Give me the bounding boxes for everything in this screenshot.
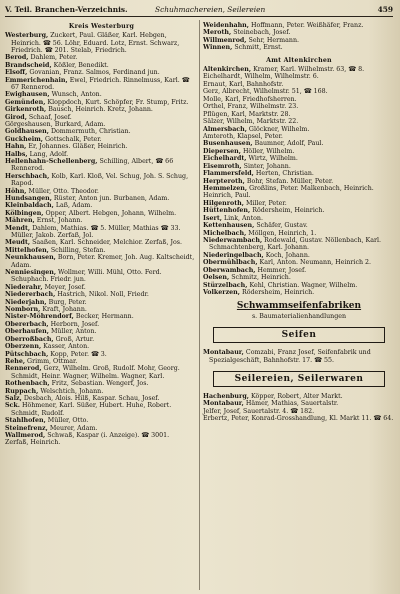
entry-text: Baumner, Adolf, Paul. [254,140,324,148]
directory-entry [203,88,395,95]
directory-entry [203,185,395,192]
directory-entry [5,313,198,320]
place-name: Höhn, [5,187,27,195]
directory-entry [203,274,395,281]
directory-entry [203,230,395,237]
entry-list [203,22,395,52]
directory-entry [5,380,198,387]
entry-text: Kopp, Peter. ☎ 3. [50,350,107,358]
entry-list [203,349,395,364]
place-name: Halbs, [5,150,28,158]
directory-entry [5,106,198,113]
entry-text: Dahlem, Mathias. ☎ 5. Müller, Mathias ☎ 33. Müller, Jakob. Zerfaß, Jol. [11,224,181,239]
entry-text: Hämer, Mathias, Sauertalstr. [245,400,339,408]
directory-entry [203,148,395,155]
place-name: Oberzenn, [5,343,42,351]
directory-entry [203,393,395,400]
place-name: Oberroßbach, [5,335,54,343]
directory-entry [5,395,198,402]
entry-text: Gottschalk, Peter. [45,135,102,143]
place-name: Oberhaufen, [5,328,49,336]
place-name: Winnen, [203,44,233,52]
directory-entry [5,173,198,188]
place-name: Guckheim, [5,135,43,143]
entry-text: Burg, Peter. [48,298,87,306]
place-name: Hundsangen, [5,194,52,202]
place-name: Nenniesingen, [5,268,57,276]
directory-entry [203,282,395,289]
place-name: Volkerzen, [203,288,240,296]
place-name: Montabaur, [203,400,244,408]
directory-entry [203,178,395,185]
directory-entry [5,321,198,328]
place-name: Ewighausen, [5,91,50,99]
entry-text: Schwaß, Kaspar (i. Anzeige). ☎ 3001. [47,432,170,439]
entry-text: Groß, Artur. [55,335,95,343]
place-name: Rothenbach, [5,380,50,388]
entry-text: Rodewald, Gustav. Nöllenbach, Karl. Schmachtenberg, Karl. Johann. [209,237,382,252]
directory-entry [5,62,198,69]
place-name: Busenhausen, [203,140,253,148]
entry-text: Kasser, Anton. [43,343,90,351]
directory-entry [203,170,395,177]
entry-text: Wollmer, Willi. Mühl, Otto. Ferd. Schuphach. Friedr. jun. [11,268,162,284]
place-name: Pütschbach, [5,350,49,358]
place-name: Niederwambach, [203,237,263,245]
place-name: Hellenhahn-Schellenberg, [5,158,98,166]
entry-text: Eichelhardt, Wilhelm, Wilhelmstr. 6. [203,73,319,81]
category-crossref: s. Baumaterialienhandlungen [251,313,347,321]
place-name: Ruppach, [5,387,39,395]
entry-text: Dommermuth, Christian. [50,128,131,136]
entry-text: Zuckert, Paul. Gläßer, Karl. Hebgen, Heinrich. ☎ 56. Löhr, Eduard. Lotz, Ernst. Schwarz, Friedrich. ☎ 201. Stelab, Friedrich. [11,32,180,54]
directory-entry [203,415,395,422]
place-name: Kölbingen, [5,209,44,217]
directory-entry [203,66,395,73]
entry-text: Sehr, Hermann. [248,36,299,44]
directory-entry [5,188,198,195]
place-name: Michelbach, [203,229,247,237]
place-name: Niederahr, [5,283,43,291]
directory-entry [5,143,198,150]
place-name: Obermühlbach, [203,259,258,267]
entry-text: Möllgen, Heinrich, 1. [248,229,317,237]
place-name: Niedererbach, [5,291,56,299]
directory-entry [5,336,198,343]
directory-entry [5,32,198,54]
directory-entry [5,439,198,446]
place-name: Salz, [5,395,22,402]
place-name: Eichelhardt, [203,155,247,163]
entry-text: Govanian, Franz. Salmos, Ferdinand jun. [29,69,160,77]
header-topic: Schuhmachereien, Seilereien [155,5,266,14]
directory-entry [5,54,198,61]
place-name: Rennerod, [5,365,42,373]
place-name: Mähren, [5,217,35,225]
entry-text: Sälzer, Wilhelm, Marktstr. 22. [203,118,299,126]
entry-text: Lang, Adolf. [29,150,69,158]
entry-text: Rüster, Anton jun. Burbanen, Adam. [53,194,170,202]
place-name: Girkenroth, [5,106,47,114]
place-name: Obererbach, [5,320,49,328]
directory-entry [5,425,198,432]
place-name: Eisemroth, [203,162,242,170]
directory-entry [203,289,395,296]
entry-text: Hastrich, Nikol. Noll, Friedr. [57,291,149,299]
place-name: Emmerichenhain, [5,76,68,84]
entry-text: Wunsch, Anton. [51,91,102,99]
entry-text: Höller, Wilhelm. [242,147,295,155]
place-name: Elsoff, [5,69,28,77]
directory-entry [5,136,198,143]
directory-entry [5,217,198,224]
section-heading: Kreis Westerburg [68,23,135,30]
directory-entry [203,252,395,259]
directory-entry [203,133,395,140]
entry-text: Comzabi, Franz Josef, Seifenfabrik und Spezialgeschäft, Bahnhofstr. 17. ☎ 55. [209,349,371,364]
directory-entry [5,269,198,284]
entry-text: Desbach, Alois. Hilß, Kaspar. Schau, Josef. [23,395,160,402]
entry-text: Schmitz, Heinrich. [231,274,291,282]
place-name: Hahn, [5,143,27,151]
directory-entry [203,222,395,229]
entry-text: Herborn, Josef. [50,320,100,328]
entry-text: Molle, Karl, Friedhofsherren. [203,95,297,103]
right-column [203,22,395,423]
place-name: Oelsen, [203,274,230,282]
place-name: Rehe, [5,358,26,365]
entry-text: Hoffmann, Peter. Weißhäfer, Franz. [250,22,364,29]
directory-entry [5,343,198,350]
entry-list [5,32,198,446]
directory-entry [5,77,198,92]
directory-entry [203,118,395,125]
directory-entry [203,126,395,133]
entry-list [203,393,395,423]
place-name: Montabaur, [203,349,244,357]
place-name: Mittelhofen, [5,246,49,254]
entry-text: Schäfer, Gustav. [256,222,308,230]
place-name: Herschbach, [5,172,50,180]
directory-entry [203,200,395,207]
place-name: Brandscheid, [5,61,52,69]
entry-text: Steinebach, Josef. [233,29,291,37]
entry-text: Köpper, Robert, Alter Markt. [250,392,343,400]
directory-entry [5,299,198,306]
directory-entry [203,44,395,51]
place-name: Hemmelzen, [203,185,248,192]
place-name: Herpteroth, [203,177,245,185]
place-name: Flammersfeld, [203,170,254,178]
place-name: Meudt, [5,239,31,247]
entry-text: Rödersheim, Heinrich. [241,288,315,296]
entry-text: Saaßen, Karl. Schneider, Melchior. Zerfaß, Jos. [32,239,182,247]
directory-entry [5,151,198,158]
entry-text: Müller, Otto. [47,417,89,425]
directory-entry [203,237,395,252]
entry-text: Grimm, Ottmar. [27,358,78,365]
entry-text: Ernst, Johann. [36,217,83,225]
entry-text: Wirtz, Wilhelm. [248,155,298,163]
entry-text: Heinrich, Paul. [203,192,251,200]
directory-entry [203,29,395,36]
place-name: Mendt, [5,224,31,232]
place-name: Isert, [203,214,222,222]
entry-text: Amteroth, Klapsel, Peter. [203,132,283,140]
directory-entry [5,158,198,173]
directory-entry [203,140,395,147]
directory-entry [5,388,198,395]
directory-entry [5,402,198,417]
place-name: Wallmerod, [5,432,46,439]
directory-entry [5,306,198,313]
category-box-title: Seifen [213,327,385,343]
place-name: Almersbach, [203,125,247,133]
entry-text: Koch, Johann. [265,251,310,259]
place-name: Stahlhofen, [5,417,46,425]
entry-text: Rödersheim, Heinrich. [252,207,325,215]
place-name: Willmenrod, [203,36,247,44]
directory-entry [203,103,395,110]
place-name: Berod, [5,54,29,62]
place-name: Sck. [5,402,20,410]
place-name: Kleinbaldach, [5,202,54,210]
entry-text: Glöckner, Wilhelm. [248,125,310,133]
entry-text: Jelfer, Josef, Sauertalstr. 4. ☎ 182. [203,407,315,415]
entry-text: Müller, Anton. [50,328,97,336]
page-number: 459 [377,5,393,14]
entry-text: Gerz, Wilhelm. Groß, Rudolf. Mohr, Georg. Schmidt, Heinr. Wagner, Wilhelm. Wagner, Karl. [11,365,180,380]
place-name: Diepersen, [203,147,241,155]
place-name: Hüttenhofen, [203,207,251,215]
directory-entry [5,99,198,106]
directory-entry [5,239,198,246]
entry-text: Schmitt, Ernst. [234,44,283,52]
directory-entry [203,349,395,364]
directory-entry [203,408,395,415]
entry-text: Kehl, Christian. Wagner, Wilhelm. [249,281,358,289]
place-name: Meroth, [203,29,232,37]
entry-text: Schilling, Stefan. [50,246,106,254]
entry-text: Opper, Albert. Hebgen, Johann, Wilhelm. [45,209,177,217]
place-name: Hilgenroth, [203,199,244,207]
entry-text: Großlins, Peter. Malkenbach, Heinrich. [249,185,374,192]
entry-text: Becker, Hermann. [75,313,134,321]
entry-text: Müller, Otto. Theodor. [28,187,99,195]
entry-text: Gerz, Albrecht, Wilhelmstr. 51, ☎ 168. [203,88,328,96]
directory-entry [5,432,198,439]
place-name: Oberwambach, [203,266,256,274]
entry-text: Miller, Peter. [245,199,287,207]
entry-text: Sinter, Johann. [243,162,291,170]
category-box-title: Seilereien, Seilerwaren [213,371,385,387]
directory-entry [5,114,198,121]
category-title: Schwammseifenfabriken [236,301,362,312]
place-name: Niederjahn, [5,298,47,306]
directory-entry [5,210,198,217]
entry-list [203,66,395,296]
entry-text: Er, Johannes. Gläßer, Heinrich. [28,143,128,151]
directory-entry [5,121,198,128]
place-name: Altenkirchen, [203,66,252,73]
entry-text: Born, Peter. Kremer, Joh. Aug. Kaltscheidt, Adam. [11,254,195,269]
directory-entry [203,96,395,103]
entry-text: Meyer, Josef. [44,283,86,291]
column-divider [199,20,200,590]
directory-entry [5,284,198,291]
entry-text: Bohr, Stefan. Müller, Peter. [246,177,334,185]
directory-entry [5,365,198,380]
entry-text: Laß, Adam. [55,202,93,210]
entry-text: Link, Anton. [223,214,263,222]
place-name: Nister-Möhrendorf, [5,313,74,321]
directory-entry [5,225,198,240]
entry-text: Schilling, Albert, ☎ 66 Rennerod. [11,158,174,173]
directory-entry [5,351,198,358]
directory-entry [203,267,395,274]
place-name: Goldhausen, [5,128,49,136]
entry-text: Fritz, Sebastian. Wengerf, Jos. [51,380,149,388]
place-name: Kettenhausen, [203,222,255,230]
page-header [5,4,393,17]
directory-entry [203,22,395,29]
place-name: Steinefrenz, [5,424,48,432]
place-name: Niederingelbach, [203,251,264,259]
entry-text: Görgeshausen, Burkard, Adam. [5,120,106,128]
header-part-label: V. Teil. Branchen-Verzeichnis. [5,5,128,14]
place-name: Nomborn, [5,305,41,313]
directory-entry [203,400,395,407]
entry-text: Höhmener, Karl. Süßer, Hubert. Huhe, Robert. Schmidt, Rudolf. [11,402,172,417]
directory-entry [203,73,395,80]
section-heading: Amt Altenkirchen [266,56,332,64]
directory-entry [5,358,198,365]
directory-entry [203,111,395,118]
place-name: Hachenburg, [203,392,249,400]
left-column [5,22,198,447]
directory-entry [5,291,198,298]
entry-text: Kloppdoch, Kurt. Schöpfer, Fr. Stump, Fritz. [47,98,189,106]
directory-entry [203,215,395,222]
entry-text: Orthel, Franz, Wilhelmstr. 23. [203,103,299,111]
place-name: Weidenhahn, [203,22,249,29]
entry-text: Kolb, Karl. Kloß, Vel. Schug, Joh. S. Schug, Rapod. [11,172,189,188]
directory-entry [5,69,198,76]
directory-entry [203,163,395,170]
entry-text: Zerfaß, Heinrich. [5,439,61,447]
entry-text: Kraft, Johann. [42,305,87,313]
entry-text: Erbertz, Peter, Konrad-Grosshandlung, Kl. Markt 11. ☎ 64. [203,415,394,423]
entry-text: Schaaf, Josef. [28,113,72,121]
place-name: Girod, [5,113,27,121]
entry-text: Kößler, Benedikt. [53,61,109,69]
entry-text: Herten, Christian. [255,170,314,178]
directory-entry [5,254,198,269]
entry-text: Ernaut, Karl, Bahnhofstr. [203,80,284,88]
entry-text: Kramer, Karl. Wilhelmstr. 63, ☎ 8. [253,66,365,73]
directory-entry [5,247,198,254]
entry-text: Ewel, Friedrich. Rinnelmuss, Karl. ☎ 67 Rennerod. [11,76,190,91]
directory-entry [203,207,395,214]
directory-entry [5,128,198,135]
place-name: Westerburg, [5,32,49,40]
entry-text: Bausch, Heinrich. Kretz, Johann. [48,106,153,114]
entry-text: Welschtich, Johann. [40,387,104,395]
directory-entry [5,195,198,202]
entry-text: Pflügen, Karl, Marktstr. 28. [203,110,291,118]
entry-text: Karl, Anton. Neumann, Heinrich 2. [259,259,372,267]
place-name: Neunkhausen, [5,254,56,262]
directory-entry [203,81,395,88]
directory-entry [203,259,395,266]
directory-entry [5,328,198,335]
directory-entry [5,417,198,424]
directory-entry [5,202,198,209]
entry-text: Dahlem, Peter. [30,54,78,62]
place-name: Stürzelbach, [203,281,248,289]
directory-entry [203,192,395,199]
directory-entry [203,155,395,162]
entry-text: Hemmer, Josef. [257,266,307,274]
place-name: Gemünden, [5,98,46,106]
directory-entry [203,37,395,44]
entry-text: Meurer, Adam. [49,424,98,432]
directory-entry [5,91,198,98]
